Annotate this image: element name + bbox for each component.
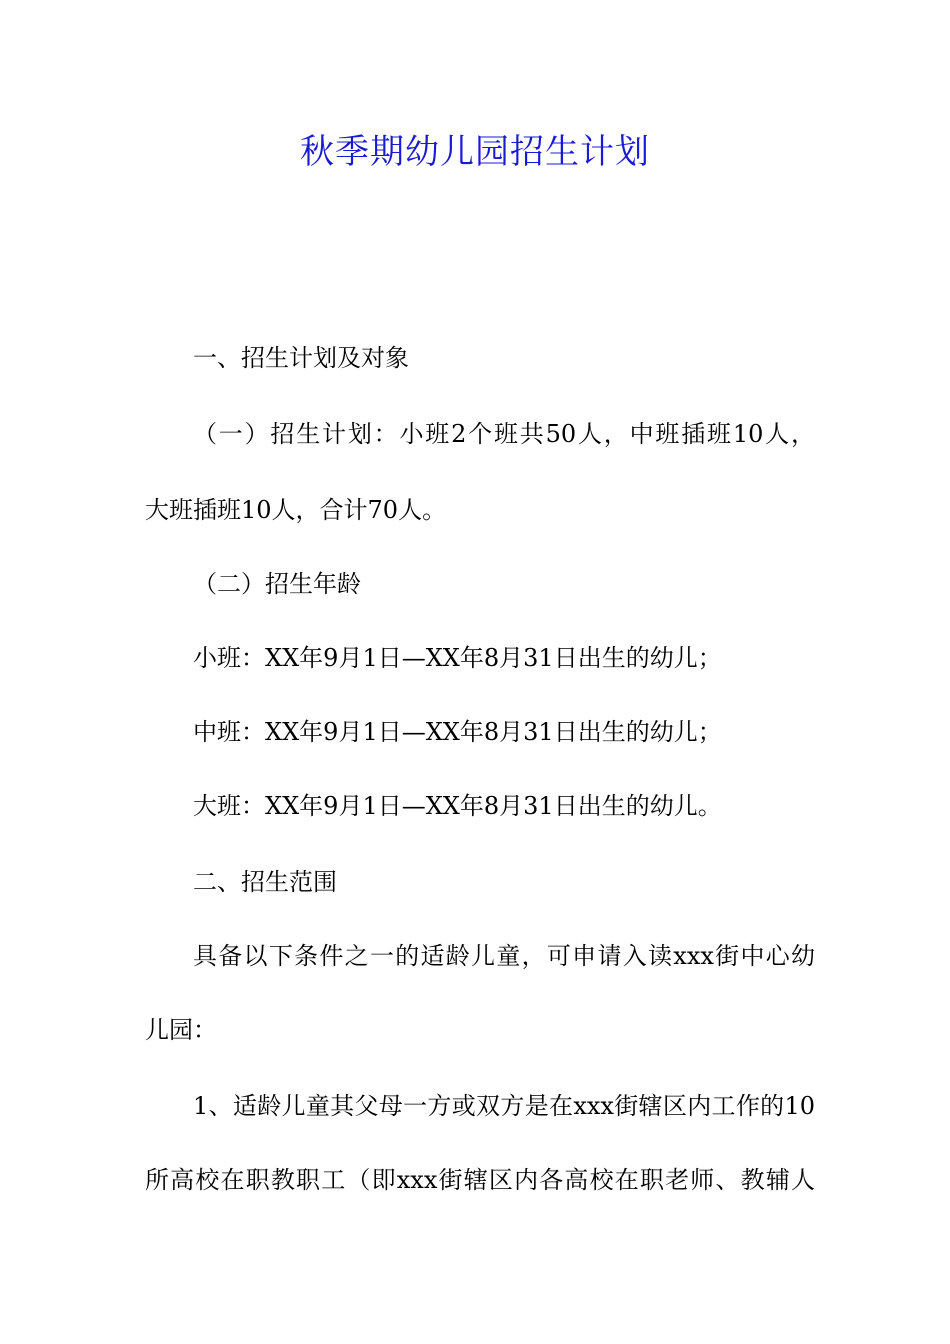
subsection-heading: （二）招生年龄 [193,570,361,598]
paragraph-line: 大班：XX年9月1日—XX年8月31日出生的幼儿。 [193,792,722,820]
paragraph-line: 大班插班10人，合计70人。 [145,496,447,524]
paragraph-line: 儿园： [145,1016,217,1044]
paragraph-line: 1、适龄儿童其父母一方或双方是在xxx街辖区内工作的10 [193,1092,815,1120]
document-title: 秋季期幼儿园招生计划 [300,132,650,172]
section-heading-2: 二、招生范围 [193,868,337,896]
paragraph-line: 小班：XX年9月1日—XX年8月31日出生的幼儿； [193,644,722,672]
paragraph-line: 具备以下条件之一的适龄儿童，可申请入读xxx街中心幼 [193,942,815,970]
paragraph-line: （一）招生计划：小班2个班共50人，中班插班10人， [193,420,815,448]
section-heading-1: 一、招生计划及对象 [193,344,409,372]
paragraph-line: 中班：XX年9月1日—XX年8月31日出生的幼儿； [193,718,722,746]
paragraph-line: 所高校在职教职工（即xxx街辖区内各高校在职老师、教辅人 [145,1166,815,1194]
